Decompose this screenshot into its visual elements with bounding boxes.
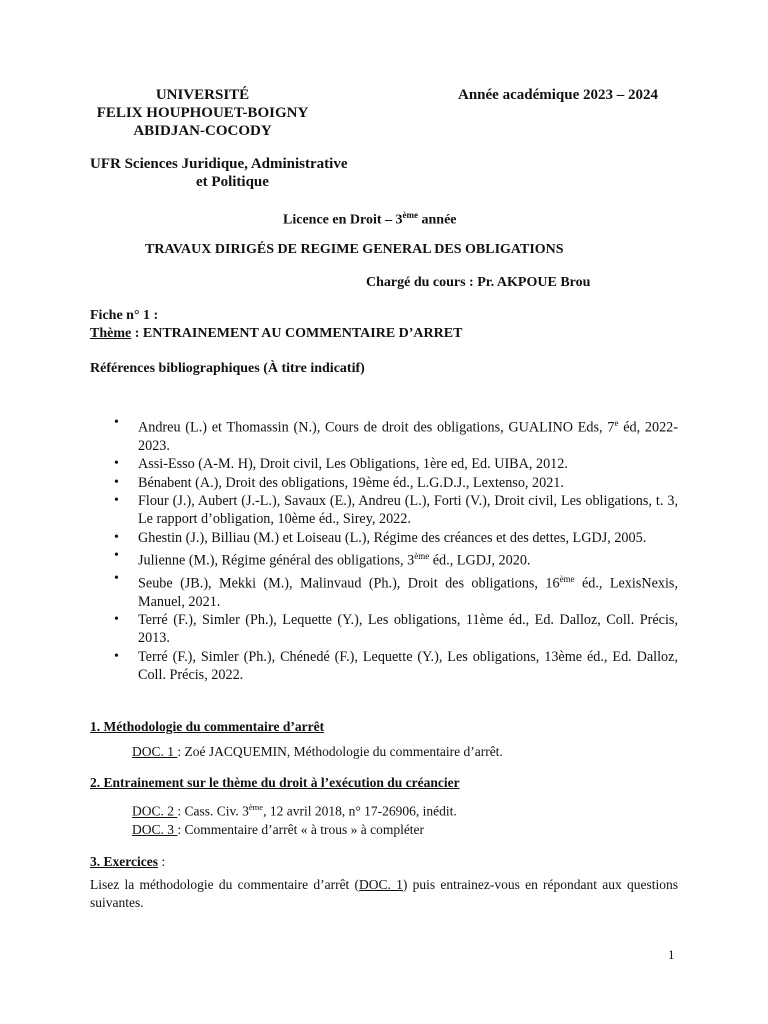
licence-sup: ème xyxy=(402,210,418,220)
page-number: 1 xyxy=(668,947,675,962)
section1-heading: 1. Méthodologie du commentaire d’arrêt xyxy=(90,719,325,734)
doc1-line xyxy=(132,743,503,761)
section3-heading-suffix: : xyxy=(157,854,166,869)
ufr-line1: UFR Sciences Juridique, Administrative xyxy=(90,156,348,172)
theme-text: : ENTRAINEMENT AU COMMENTAIRE D’ARRET xyxy=(131,326,463,341)
references-list xyxy=(118,414,678,684)
doc1-reference-link: DOC. 1 xyxy=(359,877,403,892)
doc1-label: DOC. 1 xyxy=(132,744,178,759)
doc3-text: : Commentaire d’arrêt « à trous » à compléter xyxy=(177,822,425,837)
lecturer: Chargé du cours : Pr. AKPOUE Brou xyxy=(366,275,591,290)
reference-item: • Bénabent (A.), Droit des obligations, 19ème éd., L.G.D.J., Lextenso, 2021. xyxy=(118,474,678,492)
reference-item: • Assi-Esso (A-M. H), Droit civil, Les Obligations, 1ère ed, Ed. UIBA, 2012. xyxy=(118,455,678,473)
fiche-number: Fiche n° 1 : xyxy=(90,308,159,323)
section3-heading-line xyxy=(90,853,290,871)
doc2-line xyxy=(132,798,457,821)
doc2-text-a: : Cass. Civ. 3 xyxy=(177,803,249,819)
licence-suffix: année xyxy=(418,212,457,228)
reference-item: • Ghestin (J.), Billiau (M.) et Loiseau (L.), Régime des créances et des dettes, LGDJ, 2005. xyxy=(118,529,678,547)
section2-heading: 2. Entrainement sur le thème du droit à l’exécution du créancier xyxy=(90,775,460,790)
section3-heading: 3. Exercices xyxy=(90,854,158,869)
reference-item: • Seube (JB.), Mekki (M.), Malinvaud (Ph.), Droit des obligations, 16ème éd., LexisNexis, Manuel, 2021. xyxy=(118,570,678,611)
reference-item: • Terré (F.), Simler (Ph.), Chénedé (F.), Lequette (Y.), Les obligations, 13ème éd., Ed. Dalloz, Coll. Précis, 2022. xyxy=(118,648,678,685)
licence-prefix: Licence en Droit – 3 xyxy=(283,212,403,228)
theme-label: Thème xyxy=(90,326,132,341)
section3-paragraph: Lisez la méthodologie du commentaire d’arrêt (DOC. 1) puis entrainez-vous en répondant aux questions suivantes. xyxy=(90,877,678,910)
reference-item: • Flour (J.), Aubert (J.-L.), Savaux (E.), Andreu (L.), Forti (V.), Droit civil, Les obligations, t. 3, Le rapport d’obligation, 10ème éd., Sirey, 2022. xyxy=(118,492,678,529)
university-subname: FELIX HOUPHOUET-BOIGNY xyxy=(96,105,309,121)
doc3-label: DOC. 3 xyxy=(132,822,178,837)
licence-line xyxy=(283,206,543,230)
reference-item: • Andreu (L.) et Thomassin (N.), Cours de droit des obligations, GUALINO Eds, 7e éd, 2022-2023. xyxy=(118,414,678,455)
doc2-label: DOC. 2 xyxy=(132,803,178,819)
reference-item: • Julienne (M.), Régime général des obligations, 3ème éd., LGDJ, 2020. xyxy=(118,547,678,570)
course-title: TRAVAUX DIRIGÉS DE REGIME GENERAL DES OBLIGATIONS xyxy=(145,242,564,257)
references-heading: Références bibliographiques (À titre indicatif) xyxy=(90,361,365,376)
reference-item: • Terré (F.), Simler (Ph.), Lequette (Y.), Les obligations, 11ème éd., Ed. Dalloz, Coll. Précis, 2013. xyxy=(118,611,678,648)
university-block xyxy=(90,86,315,140)
university-location: ABIDJAN-COCODY xyxy=(133,123,272,139)
doc1-text: : Zoé JACQUEMIN, Méthodologie du commentaire d’arrêt. xyxy=(177,744,503,759)
academic-year: Année académique 2023 – 2024 xyxy=(458,87,658,103)
doc2-text-b: , 12 avril 2018, n° 17-26906, inédit. xyxy=(263,803,457,819)
ufr-line2: et Politique xyxy=(196,174,269,190)
doc2-sup: ème xyxy=(248,802,264,812)
doc3-line xyxy=(132,821,424,839)
university-name: UNIVERSITÉ xyxy=(155,87,250,103)
fiche-theme xyxy=(90,325,590,343)
